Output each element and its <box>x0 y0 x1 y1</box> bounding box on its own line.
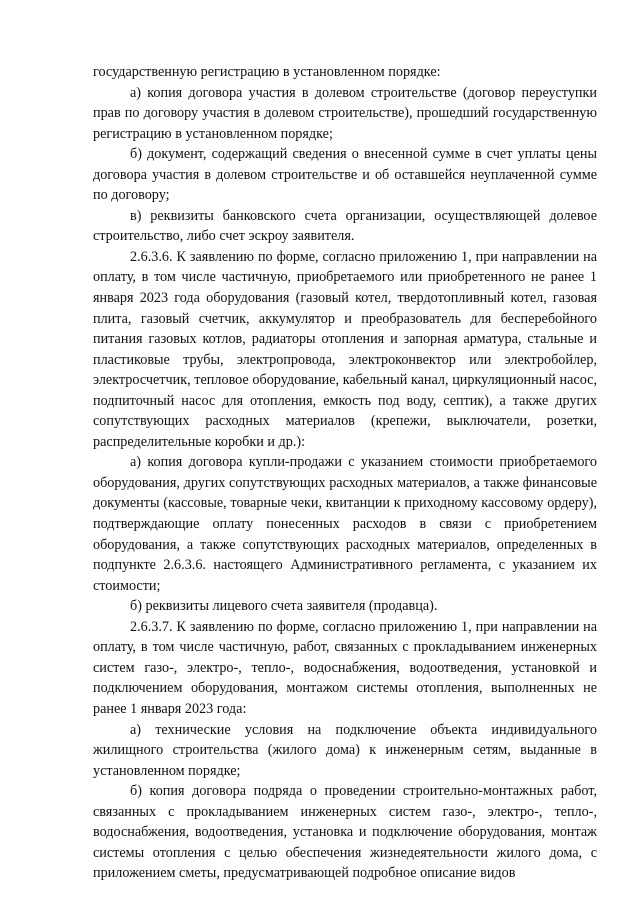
paragraph-clause-2-6-3-7: 2.6.3.7. К заявлению по форме, согласно приложению 1, при направлении на оплату, в том числе частичную, работ, связанных с прокладыванием инженерных систем газо-, электро-, тепло-, водоснабжения, водоотведения, установкой и подключением оборудования, монтажом системы отопления, выполненных не ранее 1 января 2023 года: <box>93 618 597 717</box>
paragraph-item-b-payment-document: б) документ, содержащий сведения о внесенной сумме в счет уплаты цены договора участия в долевом строительстве и об оставшейся неуплаченной сумме по договору; <box>93 146 597 204</box>
paragraph-item-b-contract-agreement: б) копия договора подряда о проведении строительно-монтажных работ, связанных с прокладыванием инженерных систем газо-, электро-, тепло-, водоснабжения, водоотведения, установка и подключение оборудования, монтаж системы отопления с целью обеспечения жизнедеятельности жилого дома, с приложением сметы, предусматривающей подробное описание видов <box>93 783 597 882</box>
document-page <box>93 62 597 884</box>
paragraph-item-a-technical-conditions: а) технические условия на подключение объекта индивидуального жилищного строительства (жилого дома) к инженерным сетям, выданные в установленном порядке; <box>93 721 597 779</box>
paragraph-clause-2-6-3-6: 2.6.3.6. К заявлению по форме, согласно приложению 1, при направлении на оплату, в том числе частичную, приобретаемого или приобретенного не ранее 1 января 2023 года оборудования (газовый котел, твердотопливный котел, газовая плита, газовый счетчик, аккумулятор и преобразователь для бесперебойного питания газовых котлов, радиаторы отопления и запорная арматура, стальные и пластиковые трубы, электропровода, электроконвектор или электробойлер, электросчетчик, тепловое оборудование, кабельный канал, циркуляционный насос, подпиточный насос для отопления, емкость под воду, септик), а также других сопутствующих расходных материалов (крепежи, выключатели, розетки, распределительные коробки и др.): <box>93 248 597 450</box>
paragraph-continuation: государственную регистрацию в установленном порядке: <box>93 64 441 80</box>
paragraph-item-v-bank-details: в) реквизиты банковского счета организации, осуществляющей долевое строительство, либо счет эскроу заявителя. <box>93 207 597 245</box>
paragraph-item-a-share-contract: а) копия договора участия в долевом строительстве (договор переуступки прав по договору участия в долевом строительстве), прошедший государственную регистрацию в установленном порядке; <box>93 84 597 142</box>
paragraph-item-b-seller-account: б) реквизиты лицевого счета заявителя (продавца). <box>130 598 438 615</box>
paragraph-item-a-purchase-contract: а) копия договора купли-продажи с указанием стоимости приобретаемого оборудования, других сопутствующих расходных материалов, а также финансовые документы (кассовые, товарные чеки, квитанции к приходному кассовому ордеру), подтверждающие оплату понесенных расходов в связи с приобретением оборудования, а также сопутствующих расходных материалов, определенных в подпункте 2.6.3.6. настоящего Административного регламента, с указанием их стоимости; <box>93 454 597 594</box>
